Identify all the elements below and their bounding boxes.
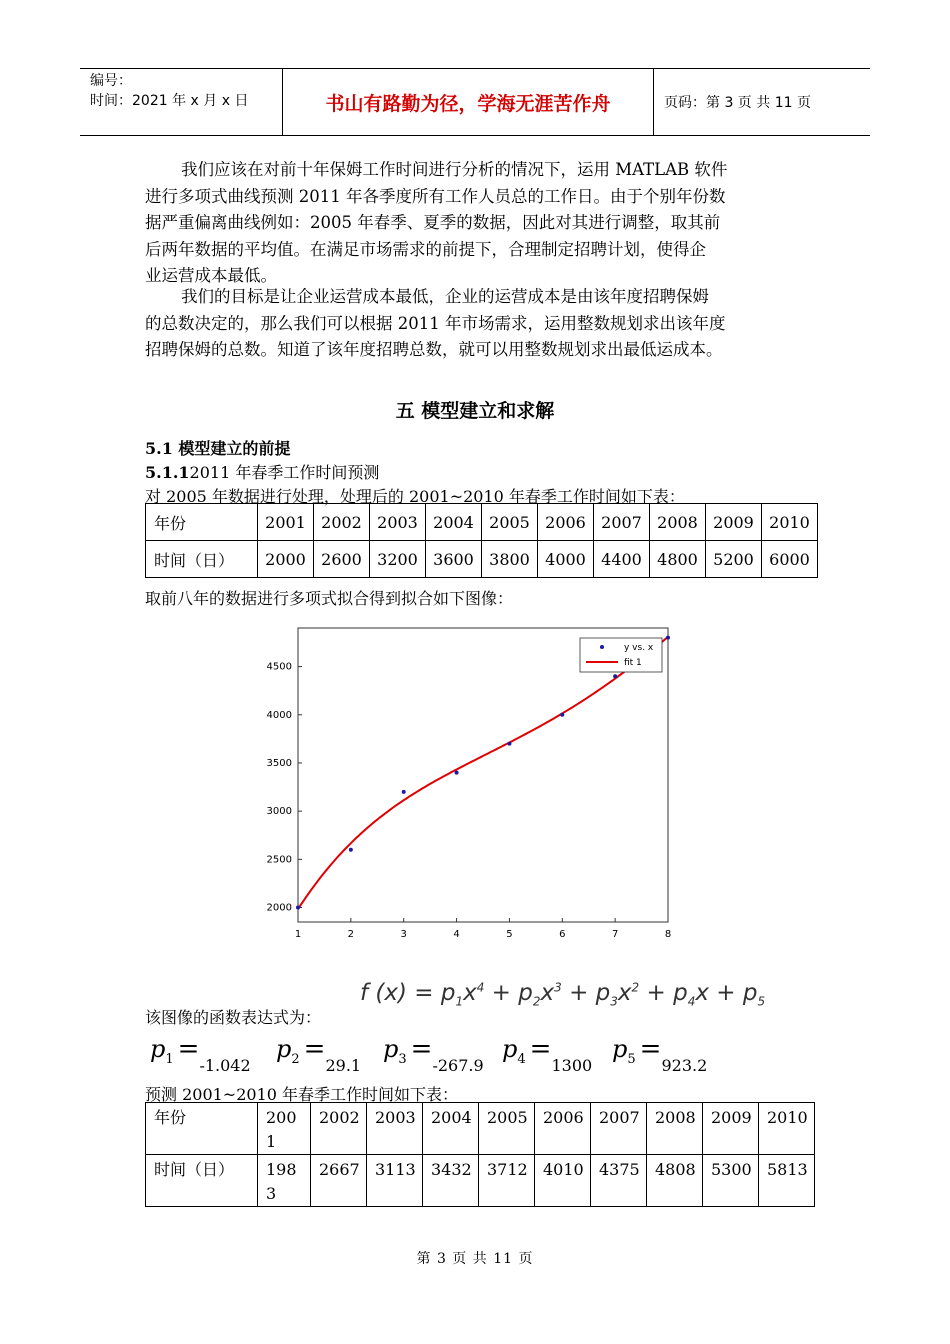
table-cell: 2008 bbox=[647, 1103, 703, 1155]
paragraph-1 bbox=[145, 157, 815, 290]
paragraph-line: 招聘保姆的总数。知道了该年度招聘总数，就可以用整数规划求出最低运成本。 bbox=[145, 340, 723, 359]
data-point bbox=[613, 674, 617, 678]
table-cell-label: 时间（日） bbox=[146, 541, 258, 578]
subsection-heading: 5.1 模型建立的前提 bbox=[145, 439, 291, 458]
header-number-label: 编号： bbox=[90, 73, 132, 89]
x-tick-label: 2 bbox=[347, 929, 355, 940]
coefficient-p4: $p_4 =1300$ bbox=[502, 1034, 593, 1075]
table-cell: 4808 bbox=[647, 1155, 703, 1207]
coefficient-value: 29.1 bbox=[325, 1056, 362, 1075]
coefficient-value: 923.2 bbox=[661, 1056, 708, 1075]
x-tick-label: 6 bbox=[559, 929, 566, 940]
table-cell: 4375 bbox=[591, 1155, 647, 1207]
data-point bbox=[560, 713, 564, 717]
table-cell: 2667 bbox=[311, 1155, 367, 1207]
header-motto: 书山有路勤为径，学海无涯苦作舟 bbox=[282, 69, 654, 135]
table-cell: 2008 bbox=[650, 504, 706, 541]
table-cell: 6000 bbox=[762, 541, 818, 578]
table-cell: 2004 bbox=[426, 504, 482, 541]
x-tick-label: 4 bbox=[453, 929, 460, 940]
table-cell: 3712 bbox=[479, 1155, 535, 1207]
table-cell: 5813 bbox=[759, 1155, 815, 1207]
table-cell: 2010 bbox=[759, 1103, 815, 1155]
table-cell-label: 年份 bbox=[146, 1103, 258, 1155]
table-cell: 2006 bbox=[538, 504, 594, 541]
data-point bbox=[402, 790, 406, 794]
table-cell: 200 1 bbox=[258, 1103, 311, 1155]
table-cell: 2010 bbox=[762, 504, 818, 541]
polynomial-fit-chart bbox=[260, 622, 680, 942]
data-point bbox=[666, 636, 670, 640]
page-footer: 第 3 页 共 11 页 bbox=[416, 1251, 534, 1267]
table-cell: 5300 bbox=[703, 1155, 759, 1207]
paragraph-line: 后两年数据的平均值。在满足市场需求的前提下，合理制定招聘计划，使得企 bbox=[145, 239, 706, 259]
section-title: 五 模型建立和求解 bbox=[395, 400, 555, 422]
table-cell: 2003 bbox=[370, 504, 426, 541]
y-tick-label: 3500 bbox=[266, 757, 292, 769]
table-row bbox=[146, 541, 818, 578]
paragraph-line: 我们应该在对前十年保姆工作时间进行分析的情况下，运用 MATLAB 软件 bbox=[181, 160, 728, 179]
data-point bbox=[507, 742, 511, 746]
subsubsection-text: 2011 年春季工作时间预测 bbox=[189, 463, 380, 482]
coefficient-value: 1300 bbox=[551, 1056, 593, 1075]
table-cell-label: 时间（日） bbox=[146, 1155, 258, 1207]
table-cell: 4010 bbox=[535, 1155, 591, 1207]
table-cell: 2007 bbox=[594, 504, 650, 541]
table-cell: 2005 bbox=[479, 1103, 535, 1155]
table-row bbox=[146, 1155, 815, 1207]
table-cell: 3600 bbox=[426, 541, 482, 578]
header-date-label: 时间：2021 年 x 月 x 日 bbox=[90, 93, 249, 109]
legend-label-points: y vs. x bbox=[624, 643, 654, 653]
table-cell: 2007 bbox=[591, 1103, 647, 1155]
y-tick-label: 2500 bbox=[266, 854, 292, 866]
formula-label: 该图像的函数表达式为： bbox=[145, 1008, 322, 1027]
table-cell: 198 3 bbox=[258, 1155, 311, 1207]
y-tick-label: 4000 bbox=[266, 709, 292, 721]
coefficient-p1: $p_1 =-1.042$ bbox=[150, 1034, 251, 1075]
table-cell: 2006 bbox=[535, 1103, 591, 1155]
paragraph-2 bbox=[145, 284, 815, 364]
table-cell: 3432 bbox=[423, 1155, 479, 1207]
paragraph-line: 我们的目标是让企业运营成本最低，企业的运营成本是由该年度招聘保姆 bbox=[181, 287, 709, 306]
table-cell: 4000 bbox=[538, 541, 594, 578]
table-row bbox=[146, 504, 818, 541]
table-cell: 2009 bbox=[703, 1103, 759, 1155]
paragraph-line: 据严重偏离曲线例如：2005 年春季、夏季的数据，因此对其进行调整，取其前 bbox=[145, 213, 721, 232]
table-cell: 2009 bbox=[706, 504, 762, 541]
table1-caption: 对 2005 年数据进行处理，处理后的 2001~2010 年春季工作时间如下表： bbox=[145, 487, 685, 506]
x-tick-label: 3 bbox=[400, 929, 407, 940]
table-cell: 3113 bbox=[367, 1155, 423, 1207]
table2-caption: 预测 2001~2010 年春季工作时间如下表： bbox=[145, 1085, 459, 1104]
fit-formula: f $(x) = p_1x^4 + p_2x^3 + p_3x^2 + p_4x + p_5$ bbox=[360, 980, 766, 1009]
subsubsection-heading bbox=[145, 460, 379, 483]
table-cell: 2004 bbox=[423, 1103, 479, 1155]
coefficient-p5: $p_5 =923.2$ bbox=[612, 1034, 708, 1075]
table-cell: 4400 bbox=[594, 541, 650, 578]
table-cell: 5200 bbox=[706, 541, 762, 578]
header-page-label: 页码：第 3 页 共 11 页 bbox=[664, 95, 811, 111]
x-tick-label: 5 bbox=[506, 929, 513, 940]
y-tick-label: 2000 bbox=[266, 902, 292, 914]
paragraph-line: 业运营成本最低。 bbox=[145, 266, 277, 285]
y-tick-label: 4500 bbox=[266, 661, 292, 673]
data-point bbox=[349, 848, 353, 852]
table-cell: 3200 bbox=[370, 541, 426, 578]
data-point bbox=[455, 771, 459, 775]
table-cell: 2600 bbox=[314, 541, 370, 578]
table-cell: 2002 bbox=[314, 504, 370, 541]
chart-svg bbox=[260, 622, 680, 942]
x-tick-label: 7 bbox=[611, 929, 619, 940]
y-tick-label: 3000 bbox=[266, 806, 292, 818]
legend-label-fit: fit 1 bbox=[624, 658, 642, 668]
table-cell: 2005 bbox=[482, 504, 538, 541]
chart-caption: 取前八年的数据进行多项式拟合得到拟合如下图像： bbox=[145, 589, 514, 608]
coefficient-p3: $p_3 =-267.9$ bbox=[383, 1034, 484, 1075]
header-left-cell bbox=[80, 69, 282, 135]
coefficient-value: -1.042 bbox=[199, 1056, 251, 1075]
coefficient-p2: $p_2 =29.1$ bbox=[276, 1034, 362, 1075]
paragraph-line: 进行多项式曲线预测 2011 年各季度所有工作人员总的工作日。由于个别年份数 bbox=[145, 186, 726, 206]
subsubsection-number: 5.1.1 bbox=[145, 463, 190, 482]
table-cell: 3800 bbox=[482, 541, 538, 578]
table-cell: 2003 bbox=[367, 1103, 423, 1155]
x-tick-label: 8 bbox=[664, 929, 672, 940]
data-point bbox=[296, 906, 300, 910]
table-cell: 2000 bbox=[258, 541, 314, 578]
paragraph-line: 的总数决定的，那么我们可以根据 2011 年市场需求，运用整数规划求出该年度 bbox=[145, 313, 726, 333]
x-tick-label: 1 bbox=[294, 929, 302, 940]
table-row bbox=[146, 1103, 815, 1155]
coefficient-value: -267.9 bbox=[432, 1056, 484, 1075]
legend-marker-points bbox=[600, 645, 604, 649]
spring-work-time-table bbox=[145, 503, 818, 578]
table-cell: 2002 bbox=[311, 1103, 367, 1155]
table-cell-label: 年份 bbox=[146, 504, 258, 541]
table-cell: 2001 bbox=[258, 504, 314, 541]
table-cell: 4800 bbox=[650, 541, 706, 578]
predicted-work-time-table bbox=[145, 1102, 815, 1207]
page-header bbox=[80, 68, 870, 136]
